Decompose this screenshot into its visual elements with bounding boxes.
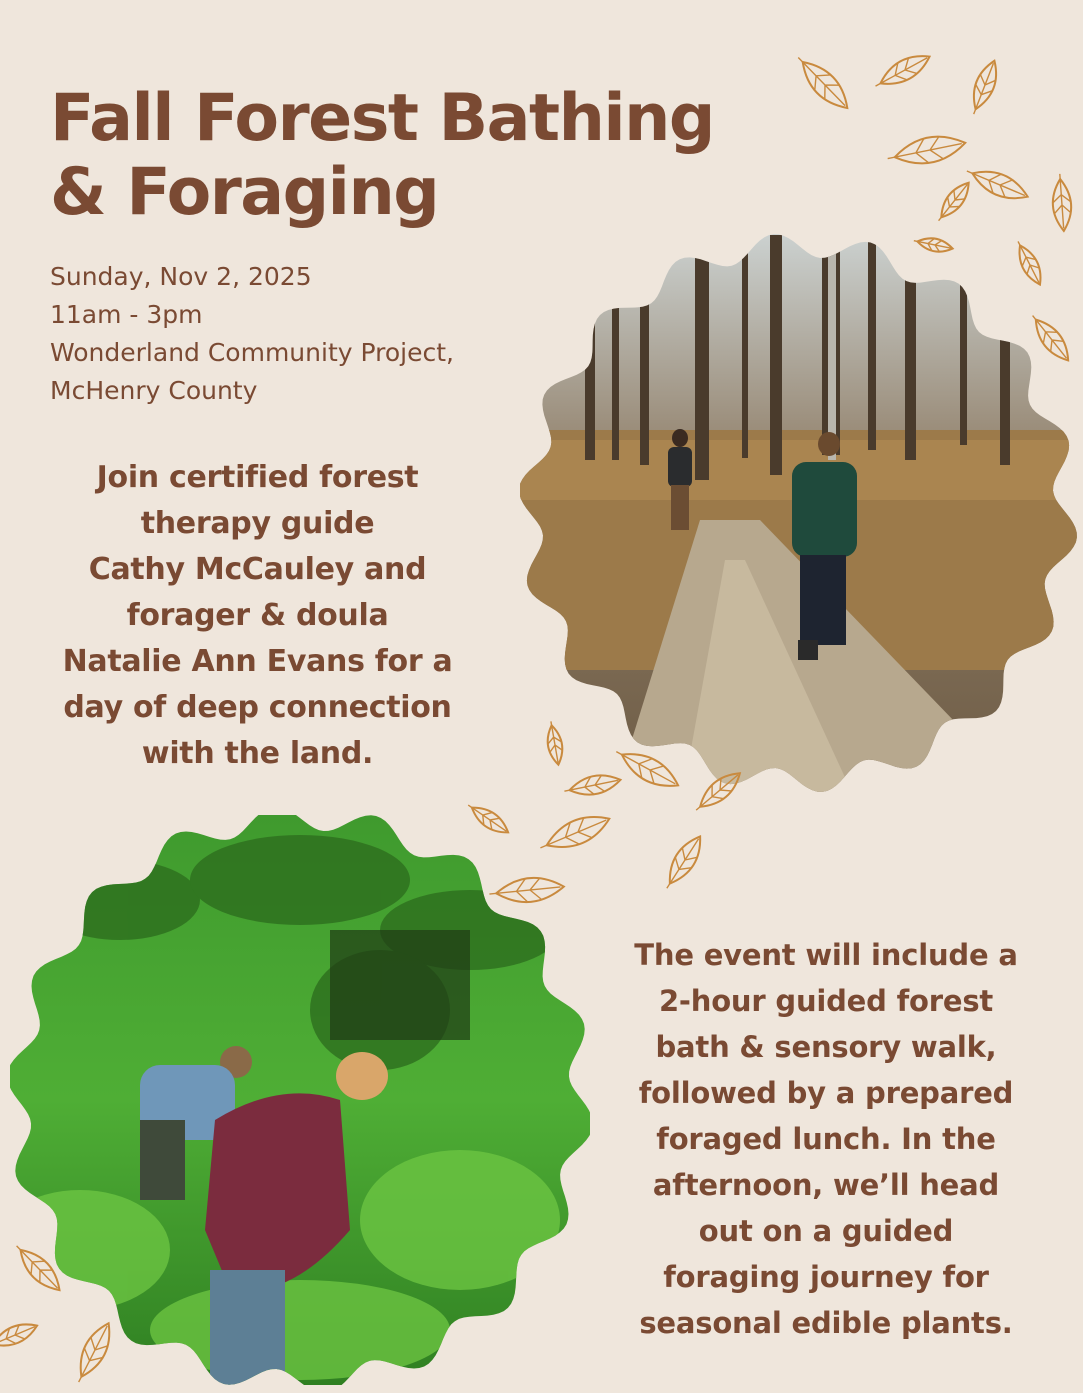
info-line: followed by a prepared [638, 1076, 1014, 1110]
info-line: out on a guided [698, 1214, 954, 1248]
info-line: foraging journey for [663, 1260, 989, 1294]
event-time: 11am - 3pm [50, 300, 203, 329]
info-line: 2-hour guided forest [658, 984, 994, 1018]
info-line: The event will include a [634, 938, 1018, 972]
intro-line: with the land. [141, 736, 374, 771]
event-title [50, 82, 750, 230]
intro-line: Join certified forest [96, 460, 419, 495]
intro-line: Cathy McCauley and [88, 552, 427, 587]
intro-paragraph [20, 455, 495, 777]
info-line: afternoon, we’ll head [652, 1168, 1000, 1202]
title-line: Fall Forest Bathing [50, 81, 714, 156]
intro-line: forager & doula [126, 598, 389, 633]
event-location: McHenry County [50, 376, 258, 405]
event-details [50, 258, 570, 410]
info-line: foraged lunch. In the [656, 1122, 996, 1156]
intro-line: Natalie Ann Evans for a [62, 644, 453, 679]
forest-path-photo [520, 220, 1080, 810]
title-line: & Foraging [50, 155, 439, 230]
event-location: Wonderland Community Project, [50, 338, 454, 367]
intro-line: day of deep connection [63, 690, 452, 725]
foraging-photo [0, 815, 590, 1390]
intro-line: therapy guide [140, 506, 375, 541]
event-info-paragraph [586, 932, 1066, 1346]
event-date: Sunday, Nov 2, 2025 [50, 262, 312, 291]
info-line: bath & sensory walk, [655, 1030, 997, 1064]
info-line: seasonal edible plants. [639, 1306, 1013, 1340]
